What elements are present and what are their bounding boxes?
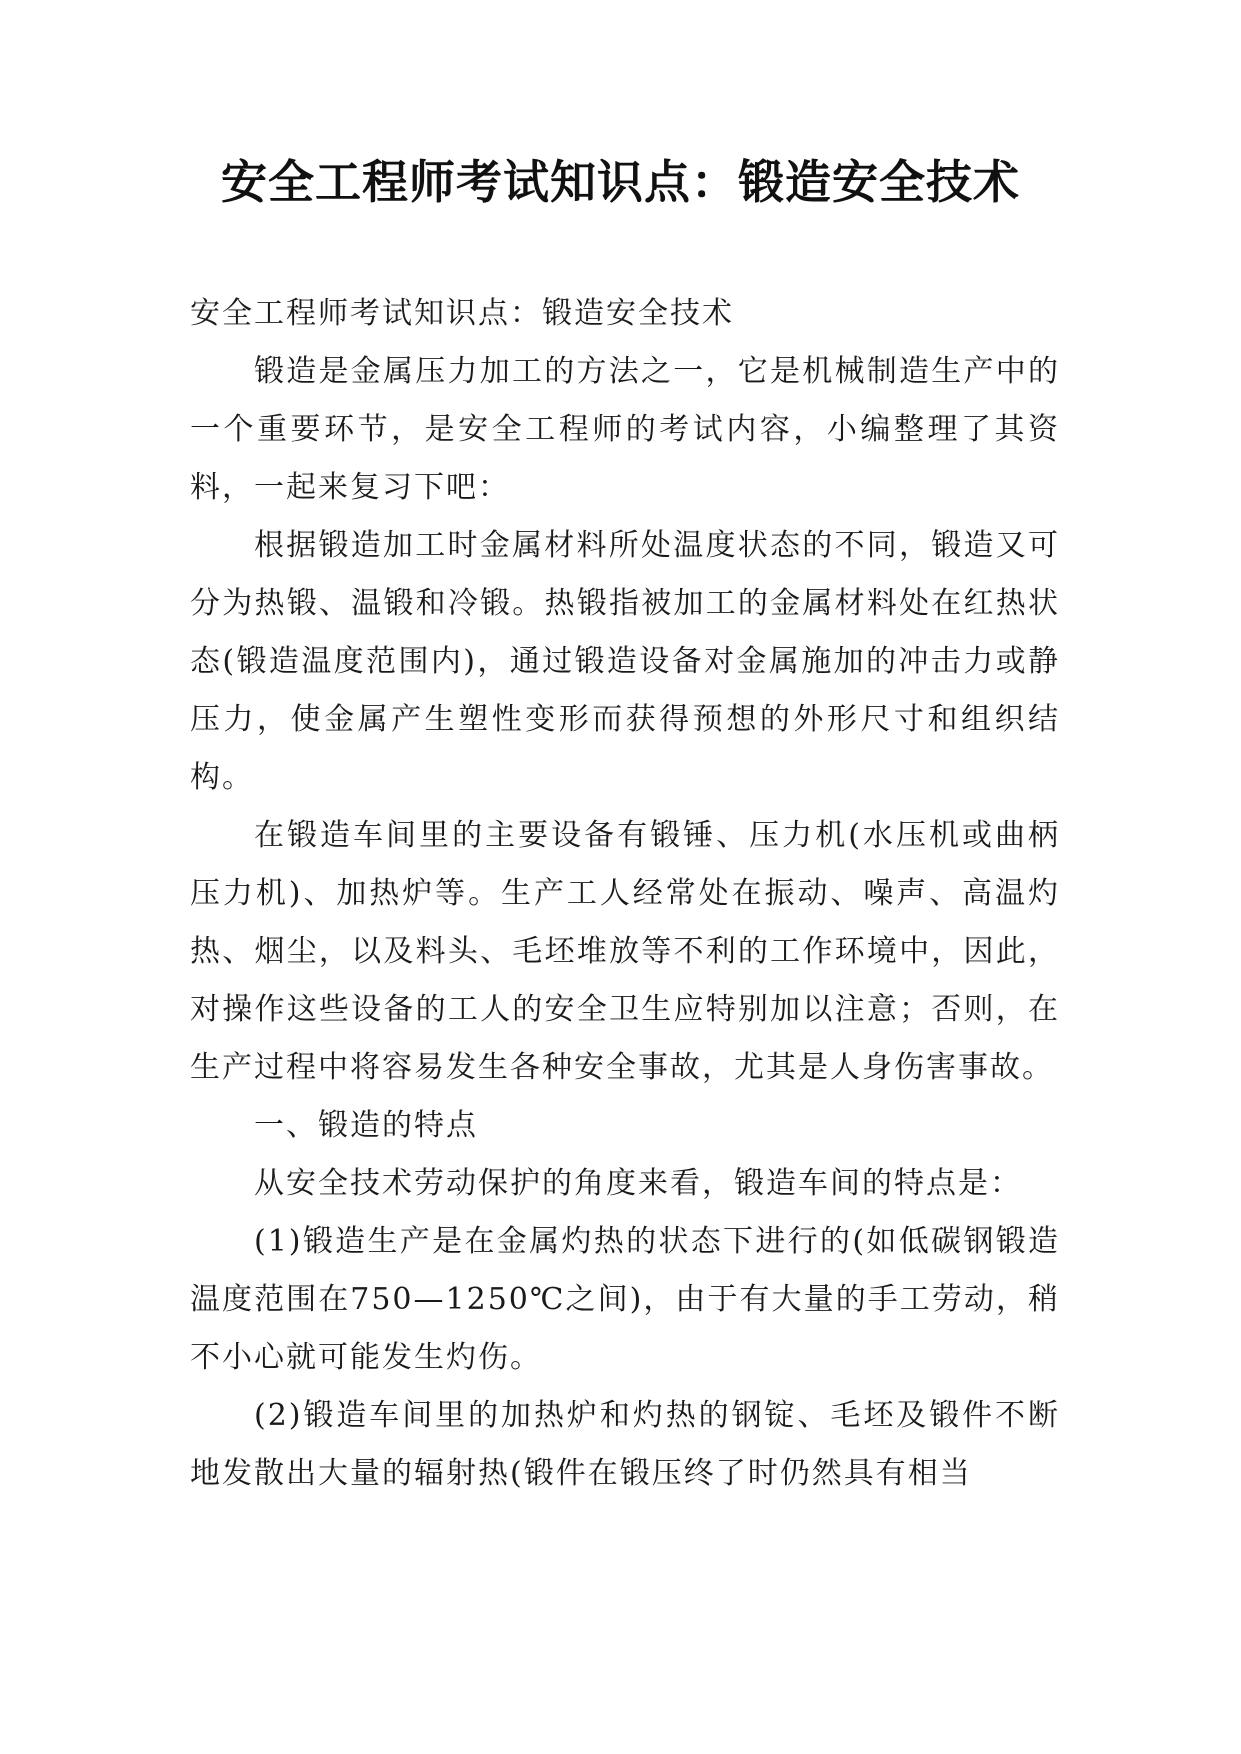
feature-item-1: (1)锻造生产是在金属灼热的状态下进行的(如低碳钢锻造温度范围在750—1250℃之间)，由于有大量的手工劳动，稍不小心就可能发生灼伤。: [190, 1224, 1060, 1375]
subtitle-paragraph: 安全工程师考试知识点：锻造安全技术: [190, 296, 734, 331]
feature-item-2: (2)锻造车间里的加热炉和灼热的钢锭、毛坯及锻件不断地发散出大量的辐射热(锻件在锻压终了时仍然具有相当: [190, 1398, 1060, 1491]
section-heading-features: 一、锻造的特点: [254, 1108, 478, 1143]
document-body: [190, 285, 1060, 1503]
classification-paragraph: 根据锻造加工时金属材料所处温度状态的不同，锻造又可分为热锻、温锻和冷锻。热锻指被加工的金属材料处在红热状态(锻造温度范围内)，通过锻造设备对金属施加的冲击力或静压力，使金属产生塑性变形而获得预想的外形尺寸和组织结构。: [190, 528, 1060, 795]
equipment-paragraph: 在锻造车间里的主要设备有锻锤、压力机(水压机或曲柄压力机)、加热炉等。生产工人经常处在振动、噪声、高温灼热、烟尘，以及料头、毛坯堆放等不利的工作环境中，因此，对操作这些设备的工人的安全卫生应特别加以注意；否则，在生产过程中将容易发生各种安全事故，尤其是人身伤害事故。: [190, 818, 1060, 1085]
intro-paragraph: 锻造是金属压力加工的方法之一，它是机械制造生产中的一个重要环节，是安全工程师的考试内容，小编整理了其资料，一起来复习下吧：: [190, 354, 1060, 505]
features-intro-paragraph: 从安全技术劳动保护的角度来看，锻造车间的特点是：: [254, 1166, 1022, 1201]
document-title: 安全工程师考试知识点：锻造安全技术: [221, 155, 1020, 209]
